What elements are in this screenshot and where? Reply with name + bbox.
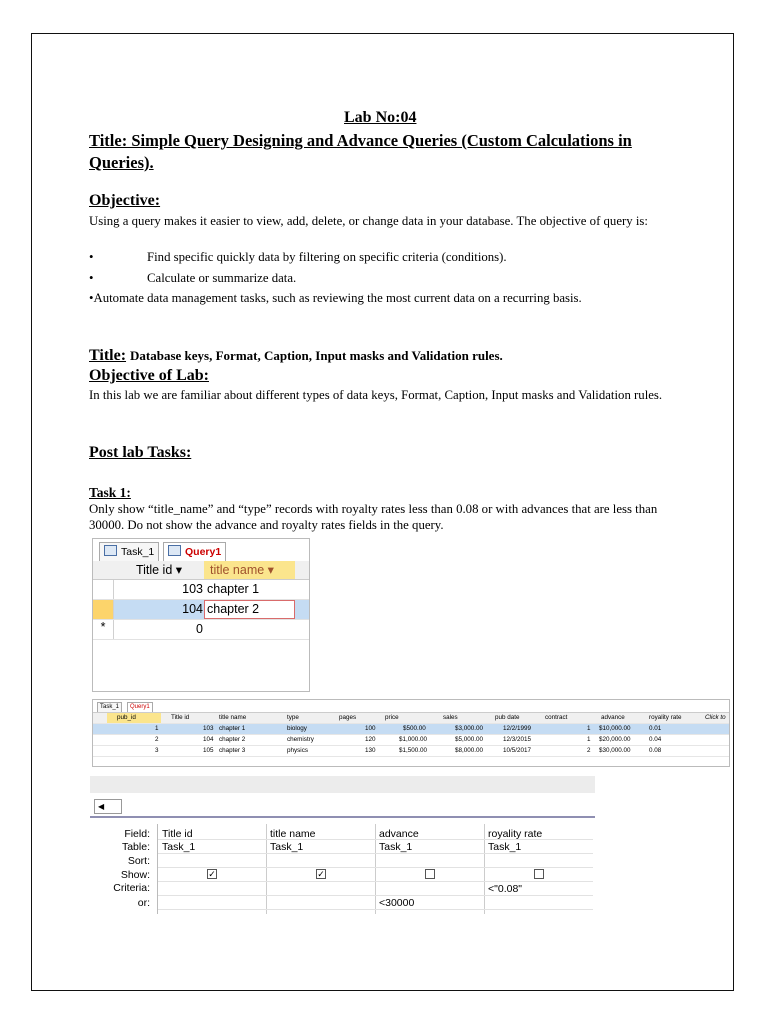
column-title-name[interactable]: title name ▾ [204,561,295,579]
column-pub-date[interactable]: pub date [495,714,520,721]
show-checkbox[interactable]: ✓ [317,869,325,879]
tab-query1[interactable]: Query1 [127,702,153,712]
result-header [93,561,309,580]
table-view-screenshot [92,699,730,767]
table-row[interactable]: 104 chapter 2 [93,600,309,620]
column-pages[interactable]: pages [339,714,357,721]
table-icon [104,545,117,556]
pane-splitter[interactable] [90,816,595,818]
scroll-left-button[interactable] [94,799,122,814]
tab-query1[interactable]: Query1 [163,542,226,561]
table-cell[interactable]: Task_1 [162,841,196,853]
label-or: or: [137,897,150,909]
column-title-name[interactable]: title name [219,714,247,721]
table-cell[interactable]: Task_1 [379,841,413,853]
table-row[interactable]: 3 105 chapter 3 physics 130 $1,500.00 $8,000.00 10/5/2017 2 $30,000.00 0.08 [93,746,729,757]
field-cell[interactable]: Title id [162,828,193,840]
tab-task1[interactable]: Task_1 [99,542,159,561]
query-design-screenshot [90,776,595,914]
column-type[interactable]: type [287,714,299,721]
table-row[interactable]: 1 103 chapter 1 biology 100 $500.00 $3,000.00 12/2/1999 1 $10,000.00 0.01 [93,724,729,735]
criteria-cell[interactable]: <"0.08" [488,883,523,895]
row-selector[interactable] [93,580,114,599]
column-title-id[interactable]: Title id [171,714,190,721]
show-checkbox[interactable]: ✓ [208,869,216,879]
or-cell[interactable]: <30000 [379,897,415,909]
bullet-3: •Automate data management tasks, such as reviewing the most current data on a recurring basis. [89,291,582,305]
column-advance[interactable]: advance [601,714,625,721]
objective-lab-heading: Objective of Lab: [89,367,209,384]
field-cell[interactable]: title name [270,828,316,840]
task1-heading: Task 1: [89,485,131,500]
table-row[interactable]: 103 chapter 1 [93,580,309,600]
objective-lab-text: In this lab we are familiar about different types of data keys, Format, Caption, Input masks and Validation rules. [89,388,663,402]
label-sort: Sort: [127,855,150,867]
lab-number: Lab No:04 [344,109,417,126]
column-contract[interactable]: contract [545,714,568,721]
query-result-screenshot [92,538,310,692]
field-cell[interactable]: advance [379,828,419,840]
bullet-1: • Find specific quickly data by filtering on specific criteria (conditions). [89,250,507,264]
tab-task1[interactable]: Task_1 [97,702,122,712]
column-price[interactable]: price [385,714,399,721]
label-table: Table: [121,841,150,853]
table-cell[interactable]: Task_1 [270,841,304,853]
design-grid [157,824,593,914]
label-criteria: Criteria: [113,882,150,894]
column-click-to-add[interactable]: Click to [705,714,726,721]
table-header [93,713,729,724]
column-title-id[interactable]: Title id ▾ [135,563,183,577]
post-lab-heading: Post lab Tasks: [89,444,192,461]
label-field: Field: [124,828,150,840]
task1-text: Only show “title_name” and “type” records with royalty rates less than 0.08 or with advances that are less than 30000. Do not show the advance and royalty rates fields in the query. [89,502,658,532]
column-royalty-rate[interactable]: royality rate [649,714,682,721]
bullet-2: • Calculate or summarize data. [89,271,297,285]
title-2: Title: Database keys, Format, Caption, Input masks and Validation rules. [89,347,503,364]
page-title: Title: Simple Query Designing and Advance Queries (Custom Calculations in Queries). [89,131,632,172]
objective-text: Using a query makes it easier to view, add, delete, or change data in your database. The objective of query is: [89,214,648,228]
column-sales[interactable]: sales [443,714,458,721]
table-cell[interactable]: Task_1 [488,841,522,853]
field-cell[interactable]: royality rate [488,828,543,840]
row-selector[interactable] [93,600,114,619]
new-row-marker: * [93,620,114,639]
table-row[interactable]: 2 104 chapter 2 chemistry 120 $1,000.00 $5,000.00 12/3/2015 1 $20,000.00 0.04 [93,735,729,746]
label-show: Show: [120,869,150,881]
left-arrow-icon: ◀ [98,802,105,811]
column-pub-id[interactable]: pub_id [107,713,161,723]
show-checkbox[interactable] [425,869,435,879]
show-checkbox[interactable] [534,869,544,879]
table-pane [90,776,595,793]
query-icon [168,545,181,556]
table-row[interactable]: * 0 [93,620,309,640]
objective-heading: Objective: [89,192,161,209]
